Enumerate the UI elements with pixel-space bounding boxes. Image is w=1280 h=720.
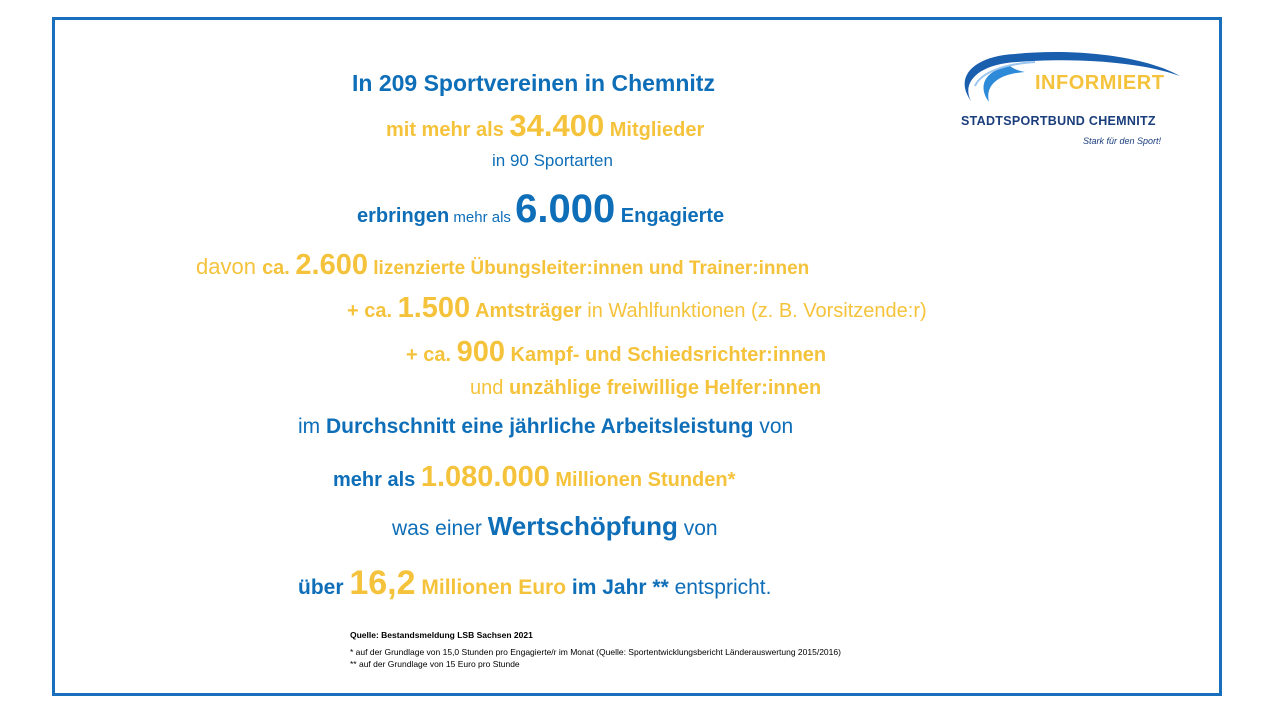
value-prefix: was einer <box>392 517 488 540</box>
referees-line <box>406 338 826 367</box>
hours-label: Millionen Stunden* <box>549 469 736 491</box>
trainers-line <box>196 251 809 280</box>
sports-text: in 90 Sportarten <box>492 151 613 170</box>
value-line <box>392 513 718 539</box>
euro-per-year: im Jahr ** <box>566 576 669 599</box>
officials-label: Amtsträger <box>470 300 582 322</box>
engaged-label: Engagierte <box>615 205 725 227</box>
euro-prefix: über <box>298 576 350 599</box>
engaged-more-than: mehr als <box>449 209 516 226</box>
logo-informiert: INFORMIERT <box>1035 72 1165 94</box>
logo-slogan: Stark für den Sport! <box>1083 136 1162 146</box>
euro-label: Millionen Euro <box>415 576 567 599</box>
average-suffix: von <box>753 415 794 438</box>
sports-line <box>492 152 613 169</box>
euro-suffix: entspricht. <box>668 576 772 599</box>
engaged-verb: erbringen <box>357 205 450 227</box>
helpers-prefix: und <box>470 377 509 399</box>
officials-line <box>347 294 927 323</box>
officials-prefix: + ca. <box>347 300 398 322</box>
value-suffix: von <box>677 517 718 540</box>
average-line <box>298 416 793 437</box>
officials-functions: in Wahlfunktionen (z. B. Vorsitzende:r) <box>581 300 927 322</box>
referees-count: 900 <box>456 336 505 368</box>
euro-amount: 16,2 <box>349 564 416 602</box>
trainers-label: lizenzierte Übungsleiter:innen und Trainer:innen <box>368 258 810 279</box>
logo-name: STADTSPORTBUND CHEMNITZ <box>961 114 1156 128</box>
average-prefix: im <box>298 415 326 438</box>
members-line <box>386 110 704 141</box>
footnote-source: Quelle: Bestandsmeldung LSB Sachsen 2021 <box>350 630 533 640</box>
stadtsportbund-logo <box>955 46 1195 150</box>
helpers-label: unzählige freiwillige Helfer:innen <box>508 377 822 399</box>
hours-line <box>333 463 735 492</box>
members-suffix: Mitglieder <box>604 119 705 141</box>
footnote-euro: ** auf der Grundlage von 15 Euro pro Stunde <box>350 659 520 669</box>
footnote-hours: * auf der Grundlage von 15,0 Stunden pro Engagierte/r im Monat (Quelle: Sportentwicklungsbericht Länderauswertung 2015/2016) <box>350 647 841 657</box>
value-label: Wertschöpfung <box>487 511 678 541</box>
engaged-line <box>357 189 724 229</box>
referees-label: Kampf- und Schiedsrichter:innen <box>505 344 827 366</box>
headline-clubs <box>352 72 715 95</box>
average-label: Durchschnitt eine jährliche Arbeitsleistung <box>326 415 754 438</box>
hours-count: 1.080.000 <box>420 461 550 493</box>
officials-count: 1.500 <box>397 292 471 324</box>
euro-line <box>298 566 771 600</box>
members-count: 34.400 <box>509 108 605 143</box>
members-prefix: mit mehr als <box>386 119 510 141</box>
engaged-count: 6.000 <box>515 187 616 231</box>
hours-prefix: mehr als <box>333 469 421 491</box>
trainers-prefix: davon <box>196 254 263 279</box>
trainers-count: 2.600 <box>295 249 368 281</box>
headline-clubs-text: In 209 Sportvereinen in Chemnitz <box>352 70 715 96</box>
referees-prefix: + ca. <box>406 344 457 366</box>
trainers-ca: ca. <box>262 257 296 279</box>
helpers-line <box>470 378 821 398</box>
